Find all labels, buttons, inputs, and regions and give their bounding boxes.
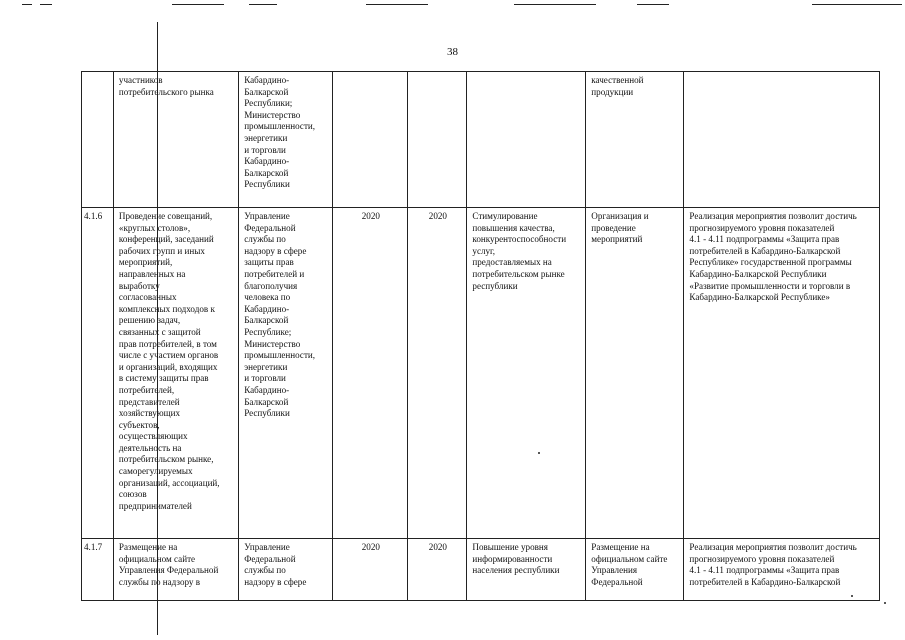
cell-result bbox=[467, 72, 586, 208]
table-row bbox=[82, 72, 880, 208]
scan-speck bbox=[538, 452, 540, 454]
cell-indicator-link bbox=[684, 72, 880, 208]
cell-year-start: 2020 bbox=[333, 208, 408, 539]
scan-mark bbox=[249, 4, 277, 5]
scan-mark bbox=[637, 4, 669, 5]
cell-executor: Управление Федеральной службы по надзору в сфере bbox=[239, 539, 333, 601]
table-row bbox=[82, 208, 880, 539]
cell-year-end: 2020 bbox=[408, 208, 467, 539]
cell-number: 4.1.6 bbox=[82, 208, 114, 539]
cell-year-start: 2020 bbox=[333, 539, 408, 601]
cell-year-end: 2020 bbox=[408, 539, 467, 601]
cell-executor: Управление Федеральной службы по надзору в сфере защиты прав потребителей и благополучия человека по Кабардино- Балкарской Республике; Министерство промышленности, энергетики и торговли Кабардино- Балкарской Республики bbox=[239, 208, 333, 539]
cell-content: Размещение на официальном сайте Управления Федеральной bbox=[586, 539, 684, 601]
cell-executor: Кабардино- Балкарской Республики; Министерство промышленности, энергетики и торговли Кабардино- Балкарской Республики bbox=[239, 72, 333, 208]
cell-event: Размещение на официальном сайте Управления Федеральной службы по надзору в bbox=[113, 539, 238, 601]
scan-speck bbox=[884, 602, 886, 604]
scan-mark bbox=[812, 4, 902, 5]
scan-mark bbox=[172, 4, 224, 5]
cell-indicator-link: Реализация мероприятия позволит достичь прогнозируемого уровня показателей 4.1 - 4.11 подпрограммы «Защита прав потребителей в Кабардино-Балкарской Республике» государственной программы Кабардино-Балкарской Республики «Развитие промышленности и торговли в Кабардино-Балкарской Республике» bbox=[684, 208, 880, 539]
scan-mark bbox=[366, 4, 428, 5]
cell-content: Организация и проведение мероприятий bbox=[586, 208, 684, 539]
cell-number: 4.1.7 bbox=[82, 539, 114, 601]
cell-event: Проведение совещаний, «круглых столов», конференций, заседаний рабочих групп и иных мероприятий, направленных на выработку согласованных комплексных подходов к решению задач, связанных с защитой прав потребителей, в том числе с участием органов и организаций, входящих в систему защиты прав потребителей, представителей хозяйствующих субъектов, осуществляющих деятельность на потребительском рынке, саморегулируемых организаций, ассоциаций, союзов предпринимателей bbox=[113, 208, 238, 539]
cell-result: Стимулирование повышения качества, конкурентоспособности услуг, предоставляемых на потребительском рынке республики bbox=[467, 208, 586, 539]
page-number: 38 bbox=[447, 46, 458, 58]
scan-mark bbox=[22, 4, 32, 5]
cell-event: участников потребительского рынка bbox=[113, 72, 238, 208]
scan-speck bbox=[851, 595, 853, 597]
cell-number bbox=[82, 72, 114, 208]
cell-result: Повышение уровня информированности населения республики bbox=[467, 539, 586, 601]
program-table bbox=[81, 71, 880, 601]
scan-mark bbox=[40, 4, 52, 5]
cell-year-end bbox=[408, 72, 467, 208]
cell-indicator-link: Реализация мероприятия позволит достичь прогнозируемого уровня показателей 4.1 - 4.11 подпрограммы «Защита прав потребителей в Кабардино-Балкарской bbox=[684, 539, 880, 601]
scan-mark bbox=[514, 4, 596, 5]
cell-content: качественной продукции bbox=[586, 72, 684, 208]
table-row bbox=[82, 539, 880, 601]
cell-year-start bbox=[333, 72, 408, 208]
